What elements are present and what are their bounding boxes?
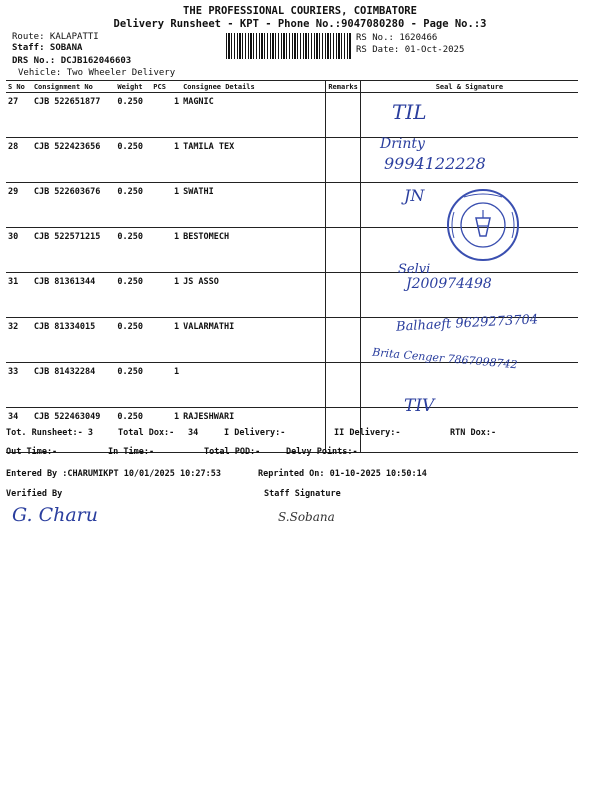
cell-remarks bbox=[326, 363, 361, 408]
cell-pcs: 1 bbox=[151, 273, 181, 318]
handwritten-signature-28: Drinty bbox=[380, 136, 425, 152]
delivery-points: Delvy Points:- bbox=[286, 447, 358, 457]
i-delivery: I Delivery:- bbox=[224, 428, 286, 438]
cell-pcs: 1 bbox=[151, 318, 181, 363]
cell-consignee: TAMILA TEX bbox=[181, 138, 326, 183]
cell-pcs: 1 bbox=[151, 138, 181, 183]
cell-consignee: SWATHI bbox=[181, 183, 326, 228]
cell-consignment: CJB 522463049 bbox=[32, 408, 116, 453]
cell-sno: 27 bbox=[6, 93, 32, 138]
cell-sno: 33 bbox=[6, 363, 32, 408]
route-label: Route: KALAPATTI bbox=[12, 32, 99, 42]
col-pcs: PCS bbox=[151, 81, 181, 93]
cell-pcs: 1 bbox=[151, 363, 181, 408]
cell-weight: 0.250 bbox=[115, 408, 151, 453]
vehicle-label: Vehicle: Two Wheeler Delivery bbox=[18, 68, 176, 78]
cell-sno: 28 bbox=[6, 138, 32, 183]
cell-consignee: RAJESHWARI bbox=[181, 408, 326, 453]
cell-consignee: MAGNIC bbox=[181, 93, 326, 138]
ii-delivery: II Delivery:- bbox=[334, 428, 401, 438]
cell-sno: 29 bbox=[6, 183, 32, 228]
table-row bbox=[6, 138, 578, 183]
handwritten-signature-31: Selvi bbox=[398, 262, 431, 277]
total-dox-label: Total Dox:- bbox=[118, 428, 175, 438]
cell-sno: 30 bbox=[6, 228, 32, 273]
total-dox-value: 34 bbox=[188, 428, 199, 438]
cell-consignment: CJB 81334015 bbox=[32, 318, 116, 363]
cell-consignee: BESTOMECH bbox=[181, 228, 326, 273]
cell-pcs: 1 bbox=[151, 183, 181, 228]
rs-date: RS Date: 01-Oct-2025 bbox=[356, 45, 465, 55]
cell-remarks bbox=[326, 183, 361, 228]
cell-pcs: 1 bbox=[151, 228, 181, 273]
staff-signature-label: Staff Signature bbox=[264, 489, 341, 499]
cell-weight: 0.250 bbox=[115, 363, 151, 408]
cell-consignment: CJB 81361344 bbox=[32, 273, 116, 318]
cell-pcs: 1 bbox=[151, 408, 181, 453]
cell-remarks bbox=[326, 228, 361, 273]
handwritten-phone-31: J200974498 bbox=[406, 276, 492, 292]
consignment-table bbox=[6, 80, 578, 453]
cell-weight: 0.250 bbox=[115, 318, 151, 363]
col-remarks: Remarks bbox=[326, 81, 361, 93]
cell-consignee: VALARMATHI bbox=[181, 318, 326, 363]
handwritten-phone-28: 9994122228 bbox=[384, 154, 486, 173]
cell-consignment: CJB 522423656 bbox=[32, 138, 116, 183]
cell-weight: 0.250 bbox=[115, 183, 151, 228]
staff-signature-handwritten: S.Sobana bbox=[278, 510, 335, 524]
cell-weight: 0.250 bbox=[115, 273, 151, 318]
total-runsheet: Tot. Runsheet:- 3 bbox=[6, 428, 93, 438]
col-weight: Weight bbox=[115, 81, 151, 93]
cell-weight: 0.250 bbox=[115, 138, 151, 183]
col-seal-signature: Seal & Signature bbox=[360, 81, 578, 93]
cell-consignee bbox=[181, 363, 326, 408]
handwritten-signature-34: TIV bbox=[404, 396, 435, 416]
cell-consignment: CJB 522651877 bbox=[32, 93, 116, 138]
table-row bbox=[6, 273, 578, 318]
cell-sno: 34 bbox=[6, 408, 32, 453]
handwritten-signature-33: Brita Cenger 7867098742 bbox=[371, 345, 518, 372]
cell-consignment: CJB 522571215 bbox=[32, 228, 116, 273]
cell-consignee: JS ASSO bbox=[181, 273, 326, 318]
table-row bbox=[6, 93, 578, 138]
company-seal-stamp bbox=[446, 188, 520, 262]
cell-remarks bbox=[326, 138, 361, 183]
cell-sno: 31 bbox=[6, 273, 32, 318]
cell-consignment: CJB 81432284 bbox=[32, 363, 116, 408]
cell-weight: 0.250 bbox=[115, 228, 151, 273]
company-title: THE PROFESSIONAL COURIERS, COIMBATORE bbox=[183, 5, 417, 17]
handwritten-signature-29: JN bbox=[404, 186, 425, 205]
cell-signature bbox=[360, 363, 578, 408]
cell-weight: 0.250 bbox=[115, 93, 151, 138]
table-header-row bbox=[6, 81, 578, 93]
in-time: In Time:- bbox=[108, 447, 155, 457]
cell-remarks bbox=[326, 273, 361, 318]
verified-by-label: Verified By bbox=[6, 489, 63, 499]
out-time: Out Time:- bbox=[6, 447, 58, 457]
verified-by-signature: G. Charu bbox=[12, 504, 99, 526]
col-sno: S No bbox=[6, 81, 32, 93]
rtn-dox: RTN Dox:- bbox=[450, 428, 497, 438]
reprinted-on: Reprinted On: 01-10-2025 10:50:14 bbox=[258, 469, 427, 479]
handwritten-signature-32: Balhaeft 9629273704 bbox=[395, 312, 539, 335]
entered-by: Entered By :CHARUMIKPT 10/01/2025 10:27:53 bbox=[6, 469, 221, 479]
col-consignment: Consignment No bbox=[32, 81, 116, 93]
barcode bbox=[226, 33, 352, 59]
cell-sno: 32 bbox=[6, 318, 32, 363]
handwritten-signature-27: TIL bbox=[392, 100, 427, 124]
cell-pcs: 1 bbox=[151, 93, 181, 138]
staff-label: Staff: SOBANA bbox=[12, 43, 83, 53]
rs-number: RS No.: 1620466 bbox=[356, 33, 438, 43]
total-pod: Total POD:- bbox=[204, 447, 261, 457]
runsheet-subtitle: Delivery Runsheet - KPT - Phone No.:9047080280 - Page No.:3 bbox=[113, 18, 487, 30]
col-consignee: Consignee Details bbox=[181, 81, 326, 93]
cell-remarks bbox=[326, 318, 361, 363]
cell-consignment: CJB 522603676 bbox=[32, 183, 116, 228]
cell-remarks bbox=[326, 93, 361, 138]
drs-number: DRS No.: DCJB162046603 bbox=[12, 56, 132, 66]
